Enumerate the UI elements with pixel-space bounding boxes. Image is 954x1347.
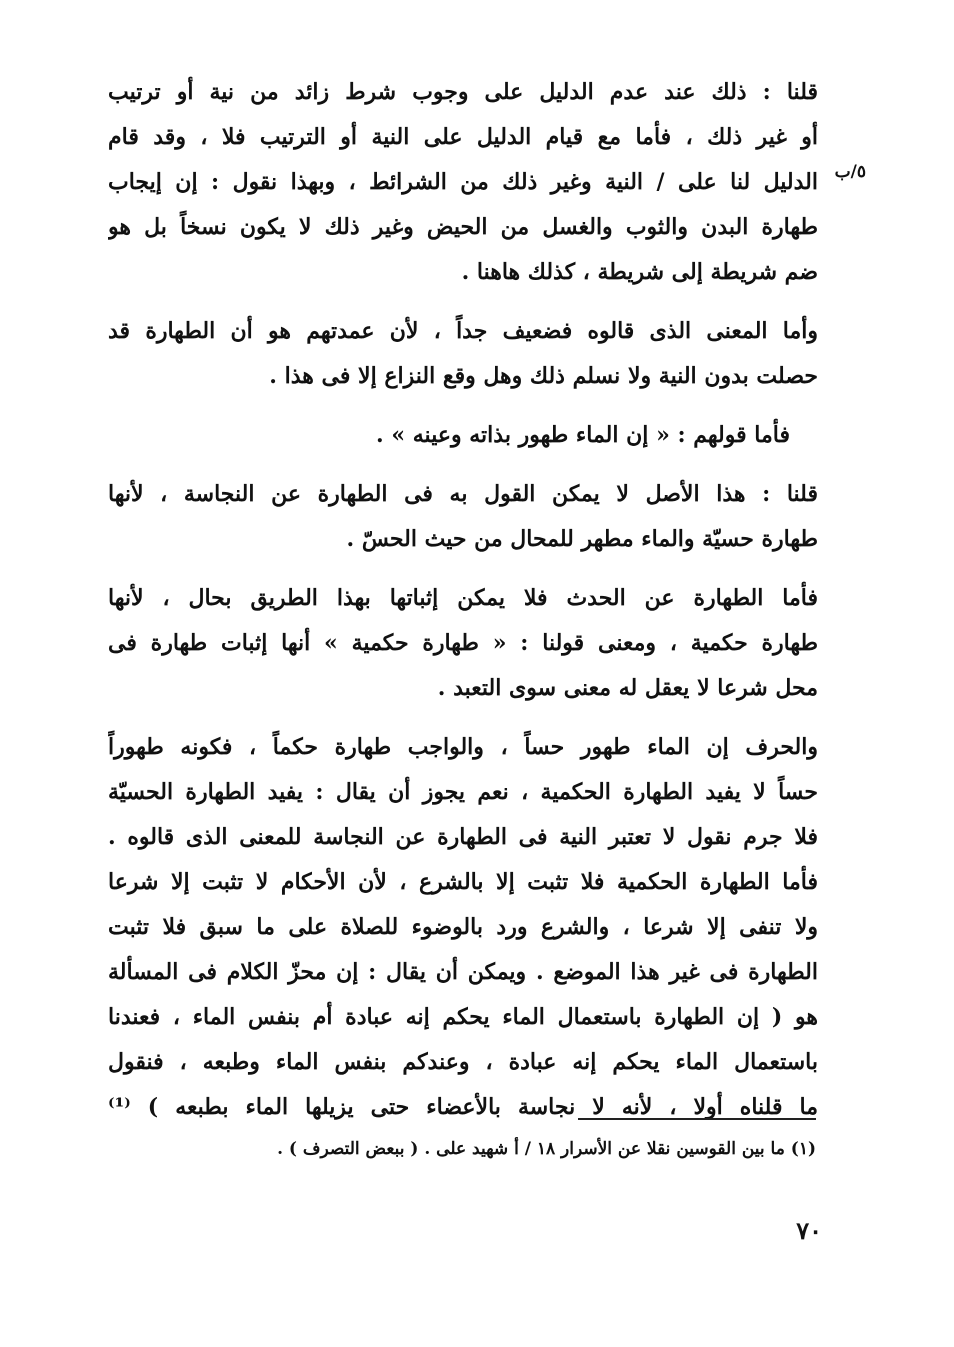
paragraph-3 [108,413,818,458]
text-line: قلنا : هذا الأصل لا يمكن القول به فى الطهارة عن النجاسة ، لأنها [108,481,818,507]
text-line: هو ( إن الطهارة باستعمال الماء يحكم إنه عبادة أم بنفس الماء ، فعندنا [108,1004,818,1030]
text-line: الدليل لنا على / النية وغير ذلك من الشرائط ، وبهذا نقول : إن إيجاب [108,169,818,195]
page-number: ٧٠ [796,1216,822,1245]
paragraph-gap [108,295,818,309]
text-line: والحرف إن الماء طهور حساً ، والواجب طهارة حكماً ، فكونه طهوراً [108,734,818,760]
margin-folio-note: ٥/ب [834,162,866,182]
text-line: فأما الطهارة عن الحدث فلا يمكن إثباتها بهذا الطريق بحال ، لأنها [108,585,818,611]
paragraph-2 [108,309,818,399]
text-line: طهارة حكمية ، ومعنى قولنا : « طهارة حكمية » أنها إثبات طهارة فى [108,630,818,656]
text-line: ولا تنفى إلا شرعا ، والشرع ورد بالوضوء للصلاة على ما سبق فلا تثبت [108,914,818,940]
text-line: طهارة البدن والثوب والغسل من الحيض وغير ذلك لا يكون نسخاً بل هو [108,214,818,240]
paragraph-5 [108,576,818,711]
footnote-divider [578,1118,816,1120]
text-line: طهارة حسيّة والماء مطهر للمحال من حيث الحسّ . [346,526,818,552]
paragraph-1 [108,70,818,295]
footnote: (١) ما بين القوسين نقلا عن الأسرار ١٨ / أ شهيد على . ( ببعض التصرف ) . [277,1139,816,1159]
text-line: فلا جرم نقول لا تعتبر النية فى الطهارة عن النجاسة للمعنى الذى قالوه . [108,824,818,850]
paragraph-gap [108,399,818,413]
text-line: وأما المعنى الذى قالوه فضعيف جداً ، لأن عمدتهم هو أن الطهارة قد [108,318,818,344]
paragraph-6 [108,725,818,1130]
paragraph-gap [108,711,818,725]
paragraph-gap [108,458,818,472]
text-line: أو غير ذلك ، فأما مع قيام الدليل على النية أو الترتيب فلا ، وقد قام [108,124,818,150]
text-line: ضم شريطة إلى شريطة ، كذلك هاهنا . [461,259,818,285]
paragraph-gap [108,562,818,576]
text-line: فأما قولهم : « إن الماء طهور بذاته وعينه » . [376,422,790,448]
text-line: ما قلناه أولا ، لأنه لا نجاسة بالأعضاء حتى يزيلها الماء بطبعه ) ⁽¹⁾ [108,1094,818,1120]
main-text [108,70,818,1130]
text-line: محل شرعا لا يعقل له معنى سوى التعبد . [437,675,818,701]
text-line: قلنا : ذلك عند عدم الدليل على وجوب شرط زائد من نية أو ترتيب [108,79,818,105]
text-line: باستعمال الماء يحكم إنه عبادة ، وعندكم بنفس الماء وطبعه ، فنقول [108,1049,818,1075]
text-line: فأما الطهارة الحكمية فلا تثبت إلا بالشرع ، لأن الأحكام لا تثبت إلا شرعا [108,869,818,895]
text-line: حساً لا يفيد الطهارة الحكمية ، نعم يجوز أن يقال : يفيد الطهارة الحسيّة [108,779,818,805]
paragraph-4 [108,472,818,562]
text-line: الطهارة فى غير هذا الموضع . ويمكن أن يقال : إن محزّ الكلام فى المسألة [108,959,818,985]
text-line: حصلت بدون النية ولا نسلم ذلك وهل وقع النزاع إلا فى هذا . [269,363,818,389]
